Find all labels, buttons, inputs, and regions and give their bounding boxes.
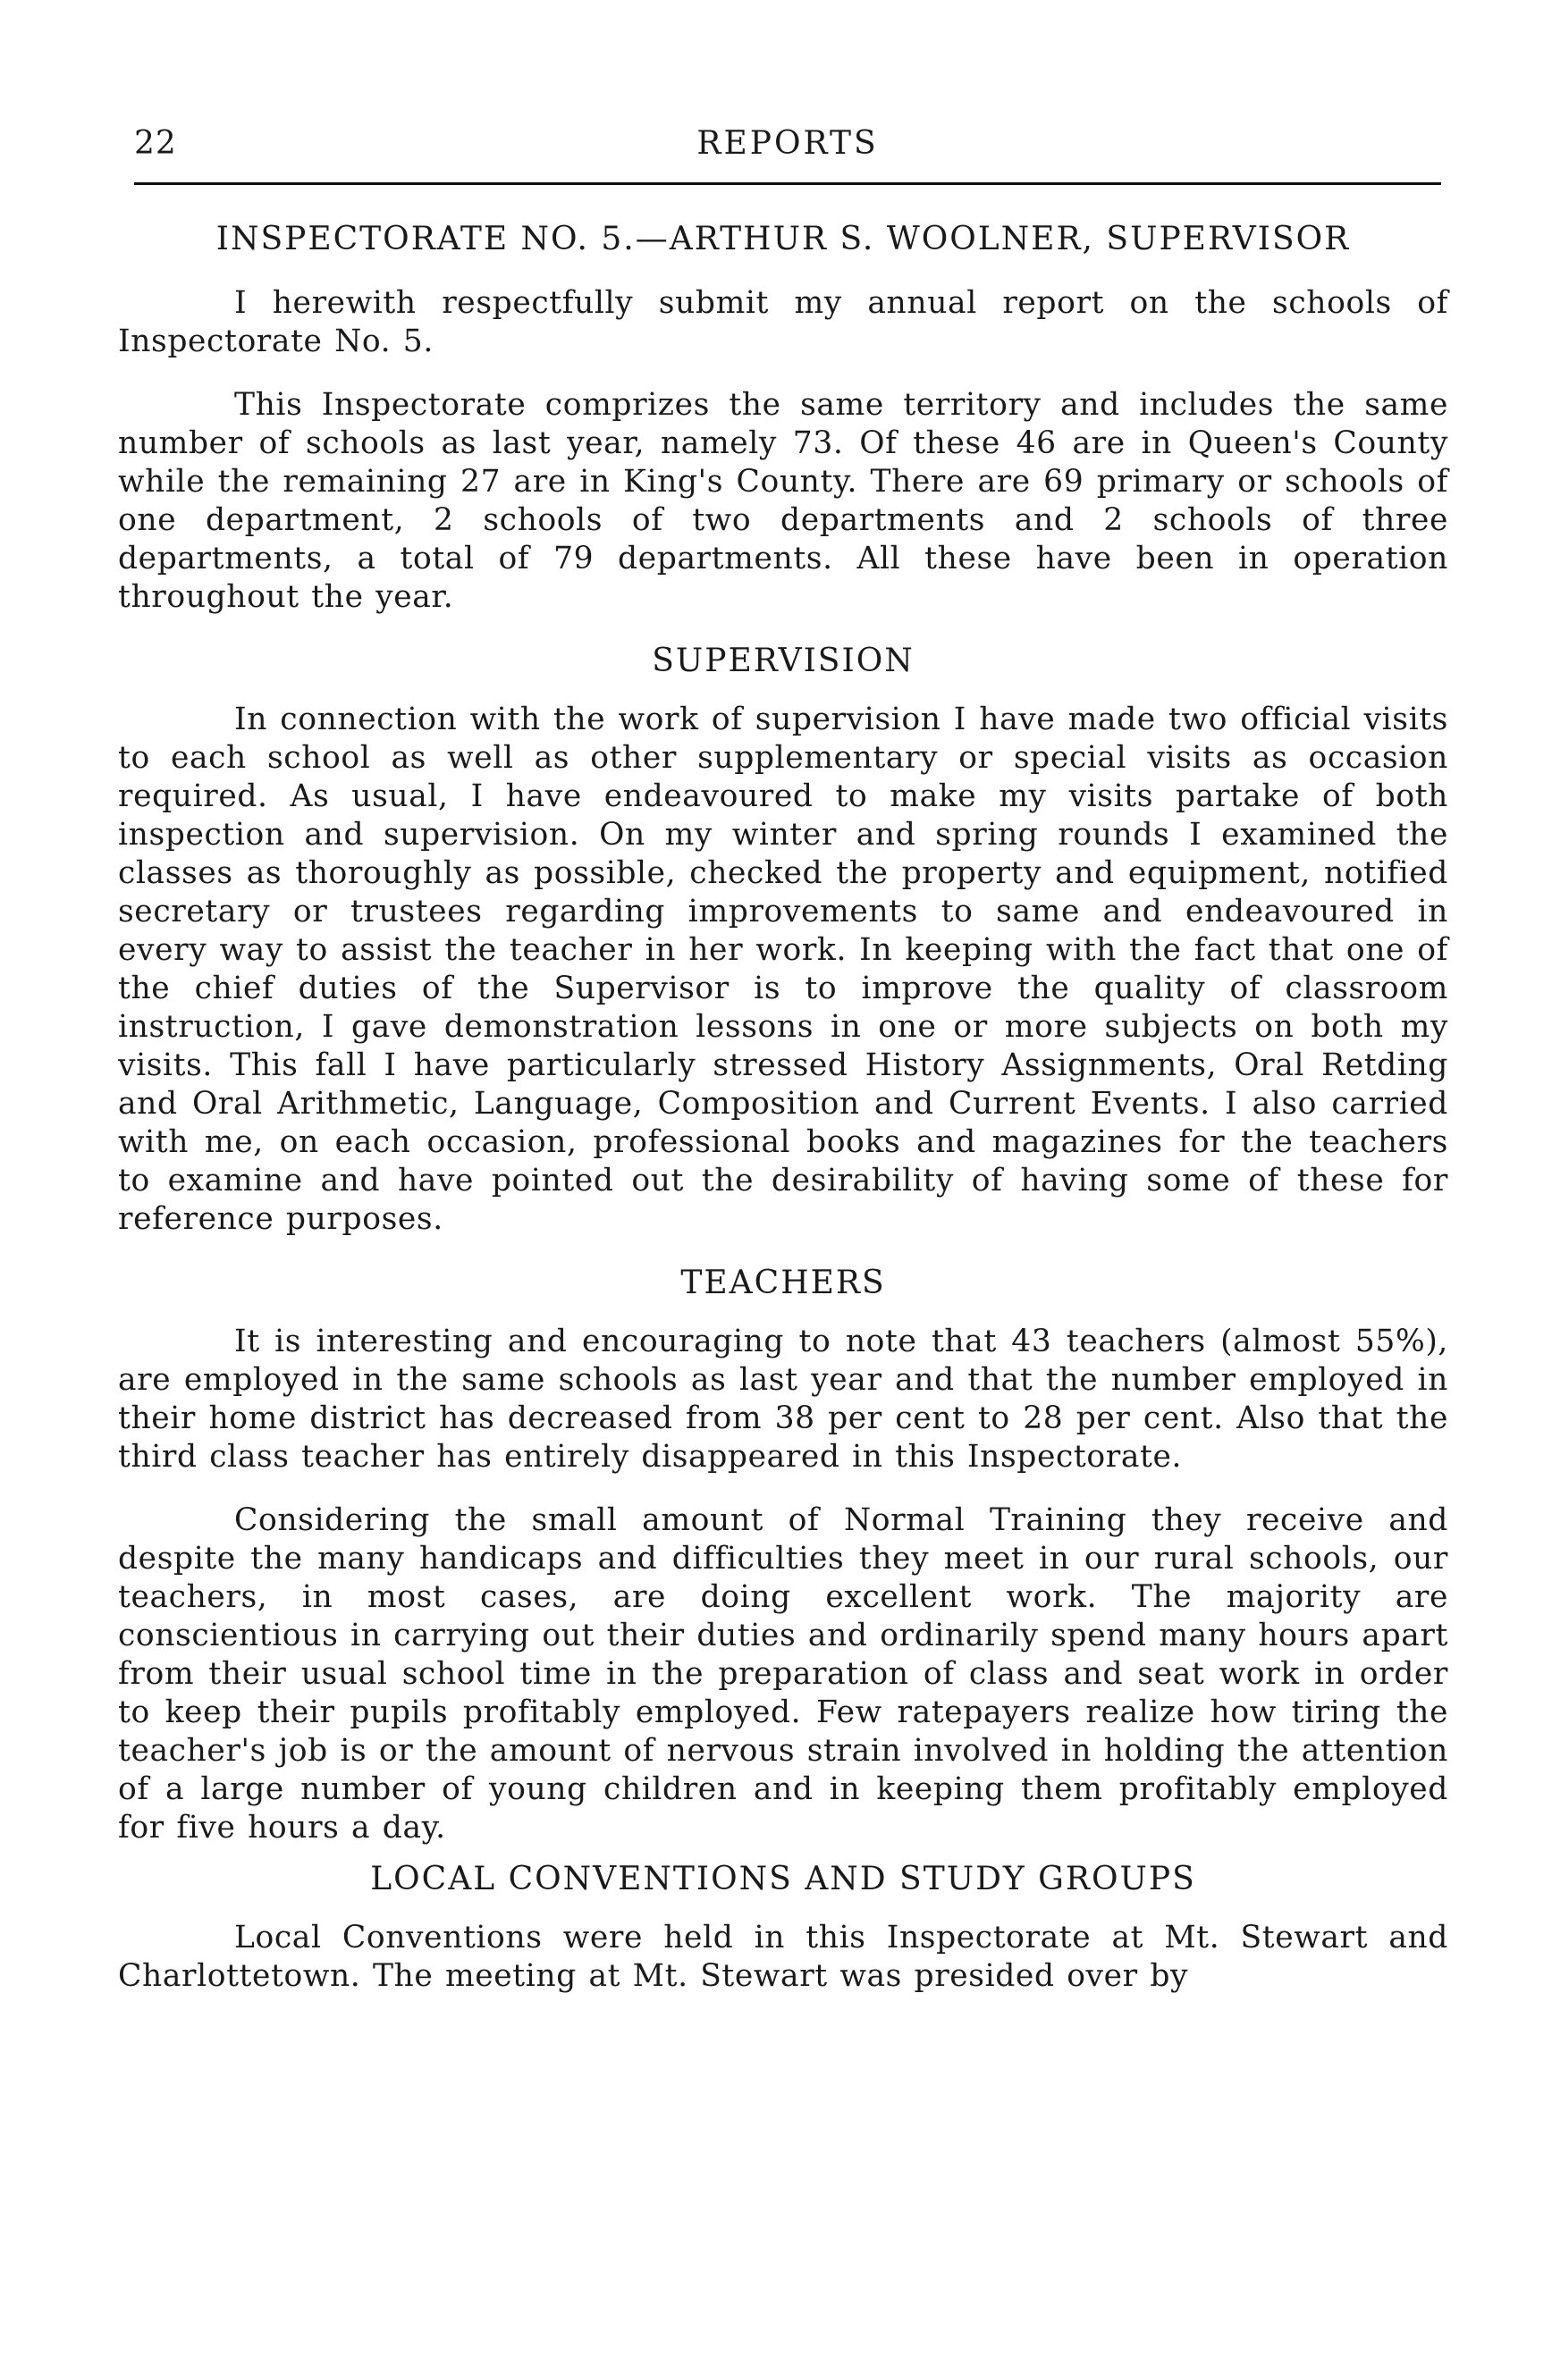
section-heading-supervision: SUPERVISION <box>652 643 915 679</box>
header-rule <box>134 182 1441 185</box>
teachers-paragraph-2: Considering the small amount of Normal Training they receive and despite the many handicaps and difficulties they meet in our rural schools, our teachers, in most cases, are doing excellent work. The majority are conscientious in carrying out their duties and ordinarily spend many hours apart from their usual school time in the preparation of class and seat work in order to keep their pupils profitably employed. Few ratepayers realize how tiring the teacher's job is or the amount of nervous strain involved in holding the attention of a large number of young children and in keeping them profitably employed for five hours a day. <box>118 1502 1448 1846</box>
intro-paragraph-2: This Inspectorate comprizes the same territory and includes the same number of schools as last year, namely 73. Of these 46 are in Queen's County while the remaining 27 are in King's County. There are 69 primary or schools of one department, 2 schools of two departments and 2 schools of three departments, a total of 79 departments. All these have been in operation throughout the year. <box>118 387 1448 615</box>
report-body <box>118 220 1448 2021</box>
running-title: REPORTS <box>696 125 879 162</box>
teachers-paragraph-1: It is interesting and encouraging to note that 43 teachers (almost 55%), are employed in the same schools as last year and that the number employed in their home district has decreased from 38 per cent to 28 per cent. Also that the third class teacher has entirely disappeared in this Inspectorate. <box>118 1324 1448 1475</box>
report-title: INSPECTORATE NO. 5.—ARTHUR S. WOOLNER, SUPERVISOR <box>215 221 1351 257</box>
page-number: 22 <box>134 125 177 162</box>
intro-paragraph-1: I herewith respectfully submit my annual report on the schools of Inspectorate No. 5. <box>118 285 1448 359</box>
section-heading-teachers: TEACHERS <box>680 1265 886 1301</box>
running-head <box>134 125 1441 179</box>
local-conventions-paragraph: Local Conventions were held in this Inspectorate at Mt. Stewart and Charlottetown. The meeting at Mt. Stewart was presided over by <box>118 1920 1448 1994</box>
supervision-paragraph: In connection with the work of supervision I have made two official visits to each school as well as other supplementary or special visits as occasion required. As usual, I have endeavoured to make my visits partake of both inspection and supervision. On my winter and spring rounds I examined the classes as thoroughly as possible, checked the property and equipment, notified secretary or trustees regarding improvements to same and endeavoured in every way to assist the teacher in her work. In keeping with the fact that one of the chief duties of the Supervisor is to improve the quality of classroom instruction, I gave demonstration lessons in one or more subjects on both my visits. This fall I have particularly stressed History Assignments, Oral Retding and Oral Arithmetic, Language, Composition and Current Events. I also carried with me, on each occasion, professional books and magazines for the teachers to examine and have pointed out the desirability of having some of these for reference purposes. <box>118 702 1448 1237</box>
section-heading-local-conventions: LOCAL CONVENTIONS AND STUDY GROUPS <box>370 1861 1196 1897</box>
